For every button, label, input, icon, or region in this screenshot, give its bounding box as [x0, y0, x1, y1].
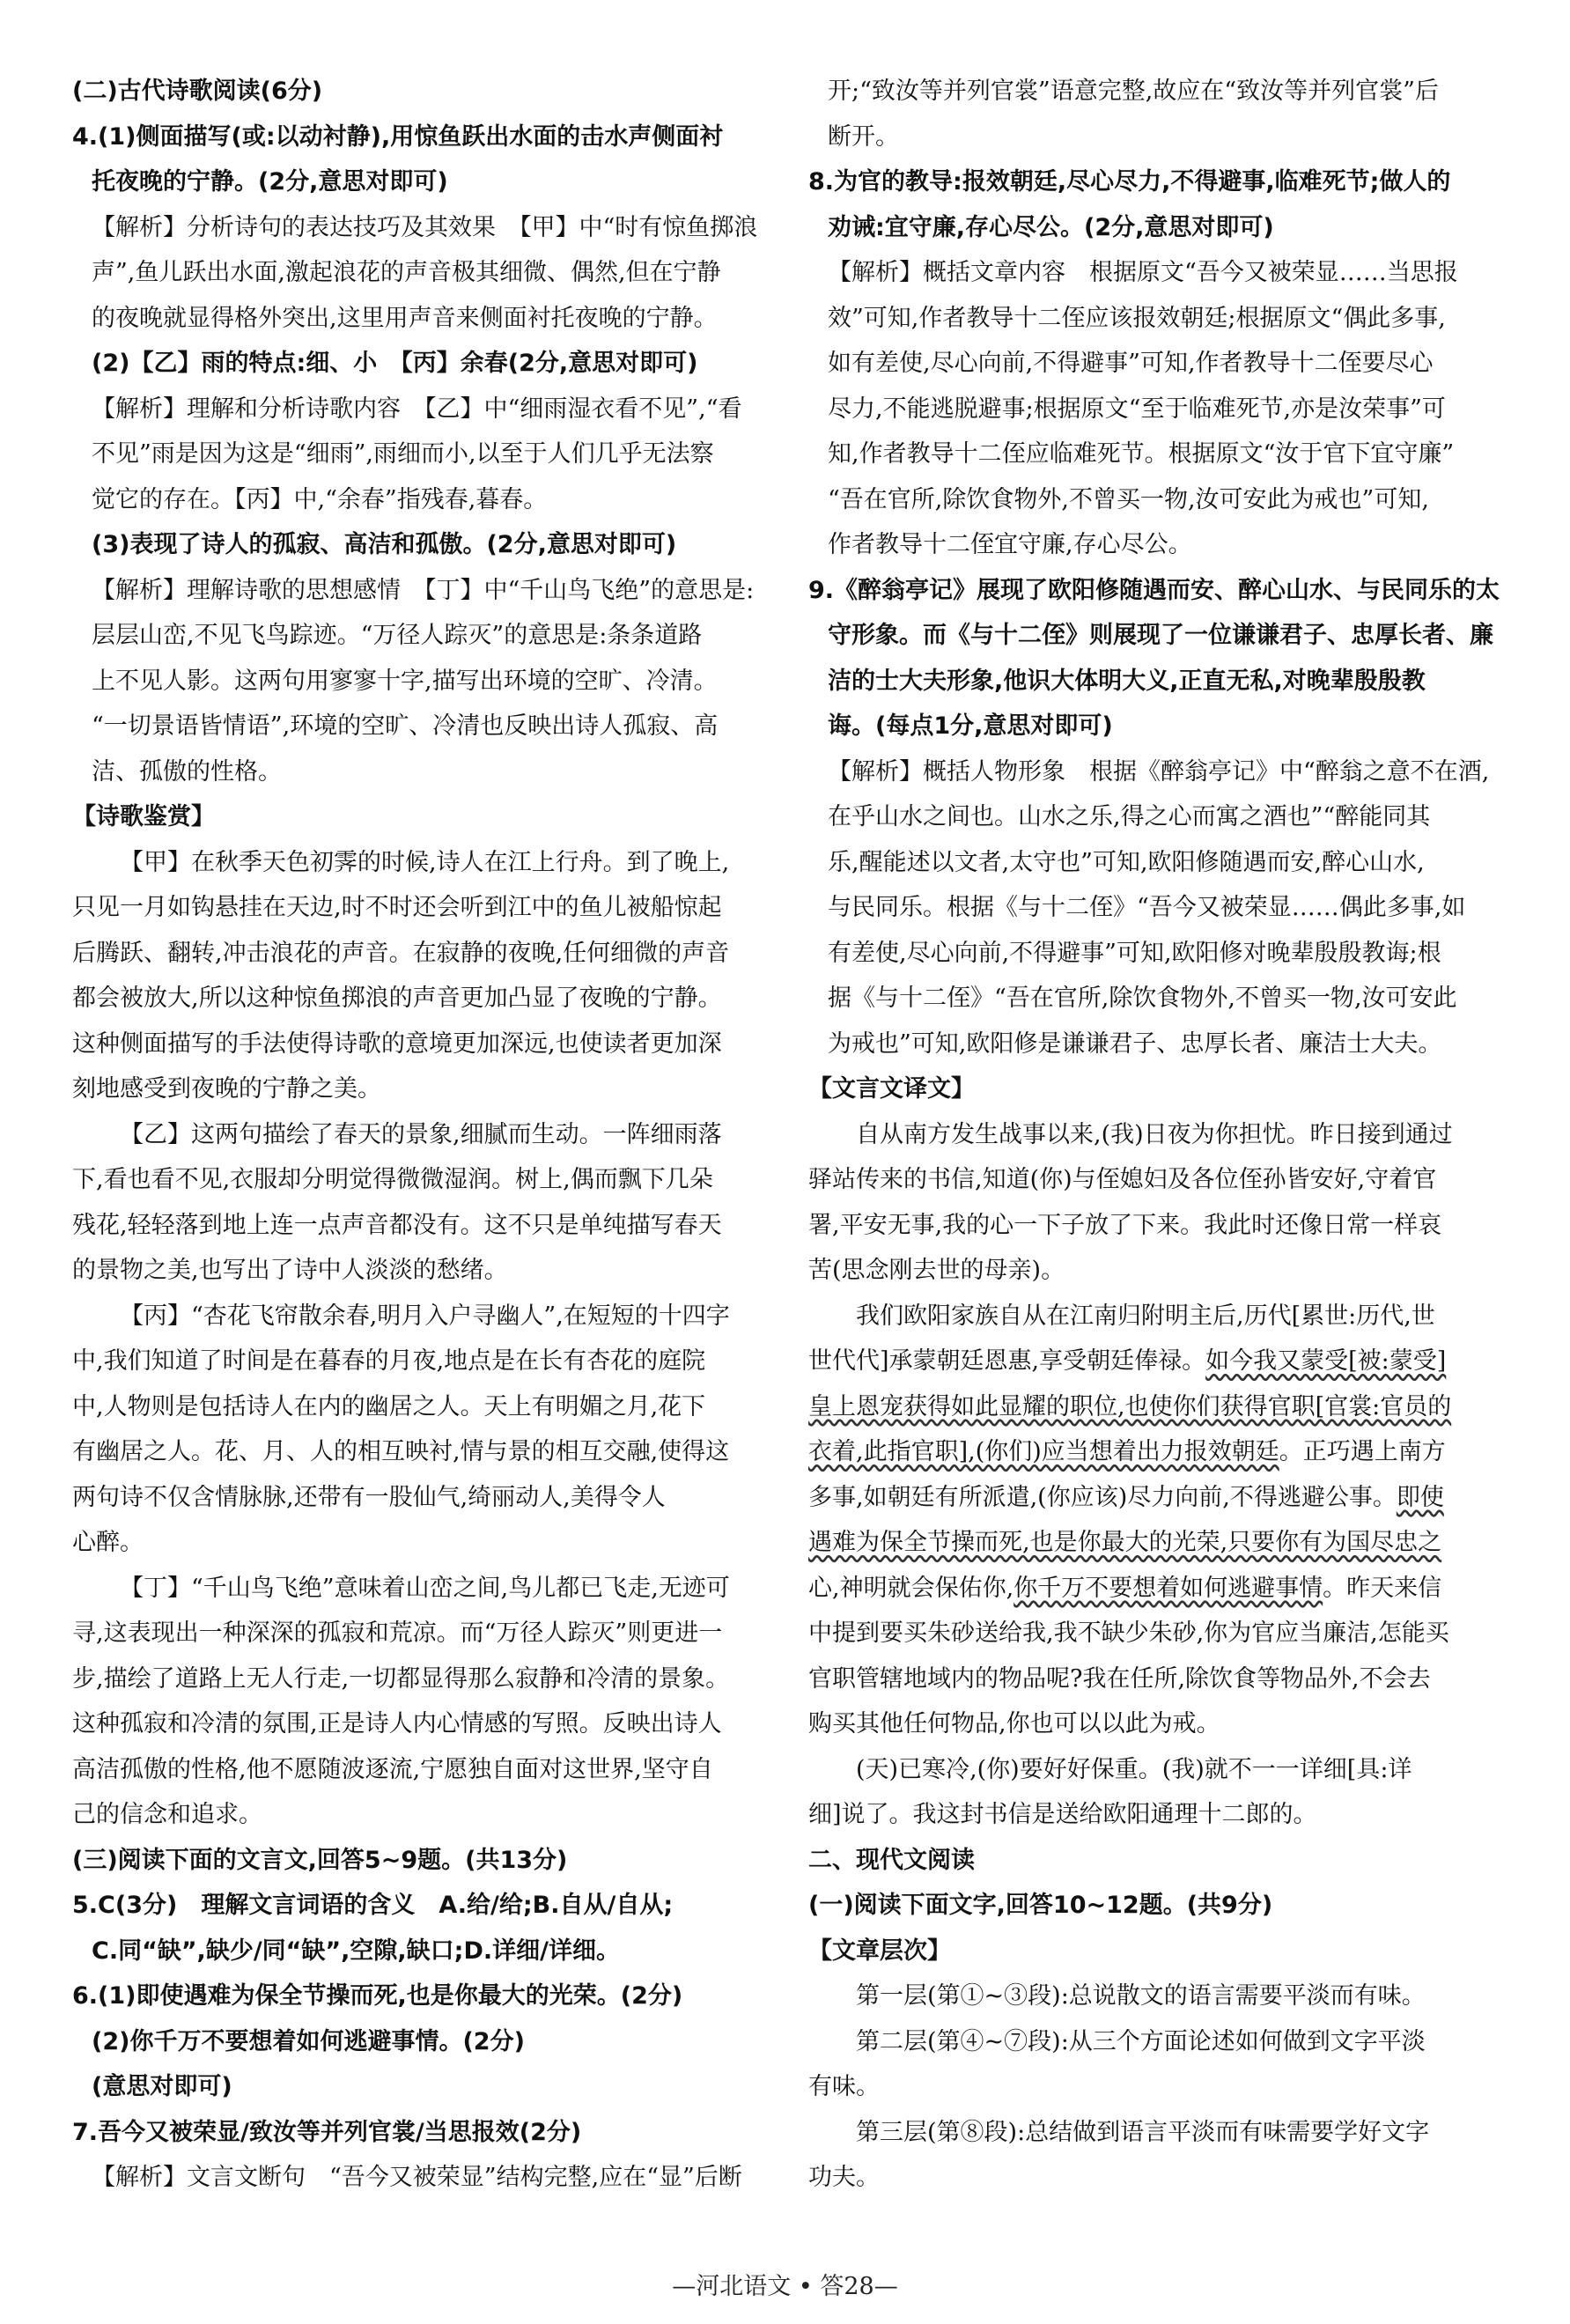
analysis-line: 在乎山水之间也。山水之乐,得之心而寓之酒也”“醉能同其: [828, 803, 1431, 830]
appreciation-line: 刻地感受到夜晚的宁静之美。: [72, 1075, 381, 1103]
key-sentence: 你千万不要想着如何逃避事情: [1013, 1574, 1323, 1602]
analysis-line: 【解析】概括人物形象 根据《醉翁亭记》中“醉翁之意不在酒,: [828, 757, 1490, 786]
answer-line: 9.《醉翁亭记》展现了欧阳修随遇而安、醉心山水、与民同乐的太: [808, 576, 1500, 604]
answer-line: 洁的士大夫形象,他识大体明大义,正直无私,对晚辈殷殷教: [828, 667, 1426, 695]
appreciation-line: 有幽居之人。花、月、人的相互映衬,情与景的相互交融,使得这: [72, 1438, 730, 1465]
translation-line: 自从南方发生战事以来,(我)日夜为你担忧。昨日接到通过: [856, 1120, 1453, 1148]
section-heading: (二)古代诗歌阅读(6分): [72, 77, 323, 105]
structure-line: 第一层(第①~③段):总说散文的语言需要平淡而有味。: [856, 1982, 1426, 2010]
answer-line: (2)你千万不要想着如何逃避事情。(2分): [92, 2027, 525, 2055]
translation-text: 多事,如朝廷有所派遣,(你应该)尽力向前,不得逃避公事。: [808, 1483, 1397, 1511]
analysis-line: 【解析】分析诗句的表达技巧及其效果 【甲】中“时有惊鱼掷浪: [92, 213, 758, 241]
analysis-line: 【解析】理解诗歌的思想感情 【丁】中“千山鸟飞绝”的意思是:: [92, 576, 755, 604]
left-column: [72, 69, 777, 2201]
appreciation-line: 步,描绘了道路上无人行走,一切都显得那么寂静和冷清的景象。: [72, 1664, 730, 1693]
answer-line: (2)【乙】雨的特点:细、小 【丙】余春(2分,意思对即可): [92, 350, 698, 377]
analysis-line: 的夜晚就显得格外突出,这里用声音来侧面衬托夜晚的宁静。: [92, 304, 718, 332]
analysis-line: 【解析】概括文章内容 根据原文“吾今又被荣显……当思报: [828, 259, 1458, 286]
translation-line: [808, 1520, 1520, 1566]
analysis-line: 作者教导十二侄宜守廉,存心尽公。: [828, 531, 1192, 558]
key-sentence: 皇上恩宠获得如此显耀的职位,也使你们获得官职[官裳:官员的: [808, 1392, 1452, 1420]
translation-line: [808, 1566, 1520, 1612]
structure-line: 第三层(第⑧段):总结做到语言平淡而有味需要学好文字: [856, 2118, 1430, 2146]
analysis-line: 知,作者教导十二侄应临难死节。根据原文“汝于官下宜守廉”: [828, 440, 1455, 468]
appreciation-line: 两句诗不仅含情脉脉,还带有一股仙气,绮丽动人,美得令人: [72, 1483, 666, 1511]
analysis-line: 层层山峦,不见飞鸟踪迹。“万径人踪灭”的意思是:条条道路: [92, 622, 703, 649]
answer-line: (3)表现了诗人的孤寂、高洁和孤傲。(2分,意思对即可): [92, 531, 677, 558]
analysis-line: 开;“致汝等并列官裳”语意完整,故应在“致汝等并列官裳”后: [828, 77, 1439, 105]
appreciation-line: 【乙】这两句描绘了春天的景象,细腻而生动。一阵细雨落: [120, 1120, 722, 1148]
appreciation-line: 寻,这表现出一种深深的孤寂和荒凉。而“万径人踪灭”则更进一: [72, 1619, 723, 1647]
answer-line: 7.吾今又被荣显/致汝等并列官裳/当思报效(2分): [72, 2118, 582, 2146]
translation-text: 。昨天来信: [1323, 1574, 1442, 1602]
answer-line: 5.C(3分) 理解文言词语的含义 A.给/给;B.自从/自从;: [72, 1892, 674, 1919]
answer-line: 诲。(每点1分,意思对即可): [828, 712, 1113, 740]
appreciation-line: 高洁孤傲的性格,他不愿随波逐流,宁愿独自面对这世界,坚守自: [72, 1755, 713, 1783]
answer-line: 劝诫:宜守廉,存心尽公。(2分,意思对即可): [828, 213, 1274, 241]
translation-text: 心,神明就会保佑你,: [808, 1574, 1014, 1602]
section-heading: 【文章层次】: [808, 1937, 951, 1965]
translation-line: 购买其他任何物品,你也可以以此为戒。: [808, 1710, 1220, 1737]
key-sentence: 即使: [1396, 1483, 1444, 1511]
translation-text: 世代代]承蒙朝廷恩惠,享受朝廷俸禄。: [808, 1347, 1206, 1375]
appreciation-line: 己的信念和追求。: [72, 1801, 262, 1828]
key-sentence: 如今我又蒙受[被:蒙受]: [1205, 1347, 1447, 1375]
answer-line: (意思对即可): [92, 2073, 232, 2100]
appreciation-line: 中,我们知道了时间是在暮春的月夜,地点是在长有杏花的庭院: [72, 1347, 706, 1375]
analysis-line: 洁、孤傲的性格。: [92, 757, 282, 786]
translation-text: 。正巧遇上南方: [1279, 1438, 1446, 1465]
analysis-line: 与民同乐。根据《与十二侄》“吾今又被荣显……偶此多事,如: [828, 894, 1466, 921]
section-heading: 【诗歌鉴赏】: [72, 803, 215, 830]
translation-line: 署,平安无事,我的心一下子放了下来。我此时还像日常一样哀: [808, 1211, 1442, 1239]
analysis-line: 效”可知,作者教导十二侄应该报效朝廷;根据原文“偶此多事,: [828, 304, 1446, 332]
answer-line: 托夜晚的宁静。(2分,意思对即可): [92, 168, 448, 196]
appreciation-line: 下,看也看不见,衣服却分明觉得微微湿润。树上,偶而飘下几朵: [72, 1166, 713, 1193]
answer-line: 8.为官的教导:报效朝廷,尽心尽力,不得避事,临难死节;做人的: [808, 168, 1451, 196]
translation-line: [808, 1475, 1520, 1521]
section-heading: 【文言文译文】: [808, 1075, 975, 1103]
translation-line: [808, 1429, 1520, 1475]
translation-line: [808, 1339, 1520, 1384]
analysis-line: 如有差使,尽心向前,不得避事”可知,作者教导十二侄要尽心: [828, 350, 1434, 377]
appreciation-line: 只见一月如钩悬挂在天边,时不时还会听到江中的鱼儿被船惊起: [72, 894, 722, 921]
translation-line: [808, 1384, 1520, 1430]
appreciation-line: 心醉。: [72, 1529, 144, 1556]
section-heading: 二、现代文阅读: [808, 1846, 975, 1874]
analysis-line: 上不见人影。这两句用寥寥十字,描写出环境的空旷、冷清。: [92, 667, 718, 695]
translation-line: 官职管辖地域内的物品呢?我在任所,除饮食等物品外,不会去: [808, 1664, 1431, 1693]
appreciation-line: 中,人物则是包括诗人在内的幽居之人。天上有明媚之月,花下: [72, 1392, 706, 1420]
section-heading: (一)阅读下面文字,回答10~12题。(共9分): [808, 1892, 1273, 1919]
appreciation-line: 【丙】“杏花飞帘散余春,明月入户寻幽人”,在短短的十四字: [120, 1302, 730, 1330]
analysis-line: 有差使,尽心向前,不得避事”可知,欧阳修对晚辈殷殷教诲;根: [828, 939, 1441, 967]
analysis-line: 据《与十二侄》“吾在官所,除饮食物外,不曾买一物,汝可安此: [828, 985, 1457, 1012]
translation-line: 驿站传来的书信,知道(你)与侄媳妇及各位侄孙皆安好,守着官: [808, 1166, 1437, 1193]
answer-line: 6.(1)即使遇难为保全节操而死,也是你最大的光荣。(2分): [72, 1982, 683, 2010]
analysis-line: 尽力,不能逃脱避事;根据原文“至于临难死节,亦是汝荣事”可: [828, 395, 1446, 423]
structure-line: 功夫。: [808, 2164, 880, 2191]
translation-line: 细]说了。我这封书信是送给欧阳通理十二郎的。: [808, 1801, 1317, 1828]
appreciation-line: 【甲】在秋季天色初霁的时候,诗人在江上行舟。到了晚上,: [120, 848, 730, 876]
analysis-line: 断开。: [828, 122, 899, 151]
appreciation-line: 的景物之美,也写出了诗中人淡淡的愁绪。: [72, 1257, 508, 1284]
translation-line: (天)已寒冷,(你)要好好保重。(我)就不一一详细[具:详: [856, 1755, 1412, 1783]
analysis-line: 声”,鱼儿跃出水面,激起浪花的声音极其细微、偶然,但在宁静: [92, 259, 721, 286]
appreciation-line: 这种侧面描写的手法使得诗歌的意境更加深远,也使读者更加深: [72, 1029, 722, 1058]
translation-line: 中提到要买朱砂送给我,我不缺少朱砂,你为官应当廉洁,怎能买: [808, 1619, 1449, 1647]
analysis-line: 不见”雨是因为这是“细雨”,雨细而小,以至于人们几乎无法察: [92, 440, 714, 468]
analysis-line: 为戒也”可知,欧阳修是谦谦君子、忠厚长者、廉洁士大夫。: [828, 1029, 1442, 1058]
appreciation-line: 后腾跃、翻转,冲击浪花的声音。在寂静的夜晚,任何细微的声音: [72, 939, 730, 967]
analysis-line: “吾在官所,除饮食物外,不曾买一物,汝可安此为戒也”可知,: [828, 485, 1429, 513]
right-column: [808, 69, 1520, 2201]
answer-line: 守形象。而《与十二侄》则展现了一位谦谦君子、忠厚长者、廉: [828, 622, 1493, 649]
appreciation-line: 【丁】“千山鸟飞绝”意味着山峦之间,鸟儿都已飞走,无迹可: [120, 1574, 730, 1602]
page-footer: —河北语文 • 答28—: [672, 2273, 898, 2300]
appreciation-line: 都会被放大,所以这种惊鱼掷浪的声音更加凸显了夜晚的宁静。: [72, 985, 722, 1012]
analysis-line: 乐,醒能述以文者,太守也”可知,欧阳修随遇而安,醉心山水,: [828, 848, 1425, 876]
key-sentence: 遇难为保全节操而死,也是你最大的光荣,只要你有为国尽忠之: [808, 1529, 1442, 1556]
answer-line: C.同“缺”,缺少/同“缺”,空隙,缺口;D.详细/详细。: [92, 1937, 621, 1965]
structure-line: 第二层(第④~⑦段):从三个方面论述如何做到文字平淡: [856, 2027, 1426, 2055]
analysis-line: 【解析】理解和分析诗歌内容 【乙】中“细雨湿衣看不见”,“看: [92, 395, 742, 423]
translation-line: 我们欧阳家族自从在江南归附明主后,历代[累世:历代,世: [856, 1302, 1435, 1330]
section-heading: (三)阅读下面的文言文,回答5~9题。(共13分): [72, 1846, 568, 1874]
key-sentence: 衣着,此指官职],(你们)应当想着出力报效朝廷: [808, 1438, 1279, 1465]
structure-line: 有味。: [808, 2073, 880, 2100]
analysis-line: 觉它的存在。【丙】中,“余春”指残春,暮春。: [92, 485, 548, 513]
translation-line: 苦(思念刚去世的母亲)。: [808, 1257, 1065, 1284]
analysis-line: “一切景语皆情语”,环境的空旷、冷清也反映出诗人孤寂、高: [92, 712, 719, 740]
appreciation-line: 这种孤寂和冷清的氛围,正是诗人内心情感的写照。反映出诗人: [72, 1710, 722, 1737]
analysis-line: 【解析】文言文断句 “吾今又被荣显”结构完整,应在“显”后断: [92, 2164, 742, 2191]
appreciation-line: 残花,轻轻落到地上连一点声音都没有。这不只是单纯描写春天: [72, 1211, 722, 1239]
answer-line: 4.(1)侧面描写(或:以动衬静),用惊鱼跃出水面的击水声侧面衬: [72, 122, 724, 151]
